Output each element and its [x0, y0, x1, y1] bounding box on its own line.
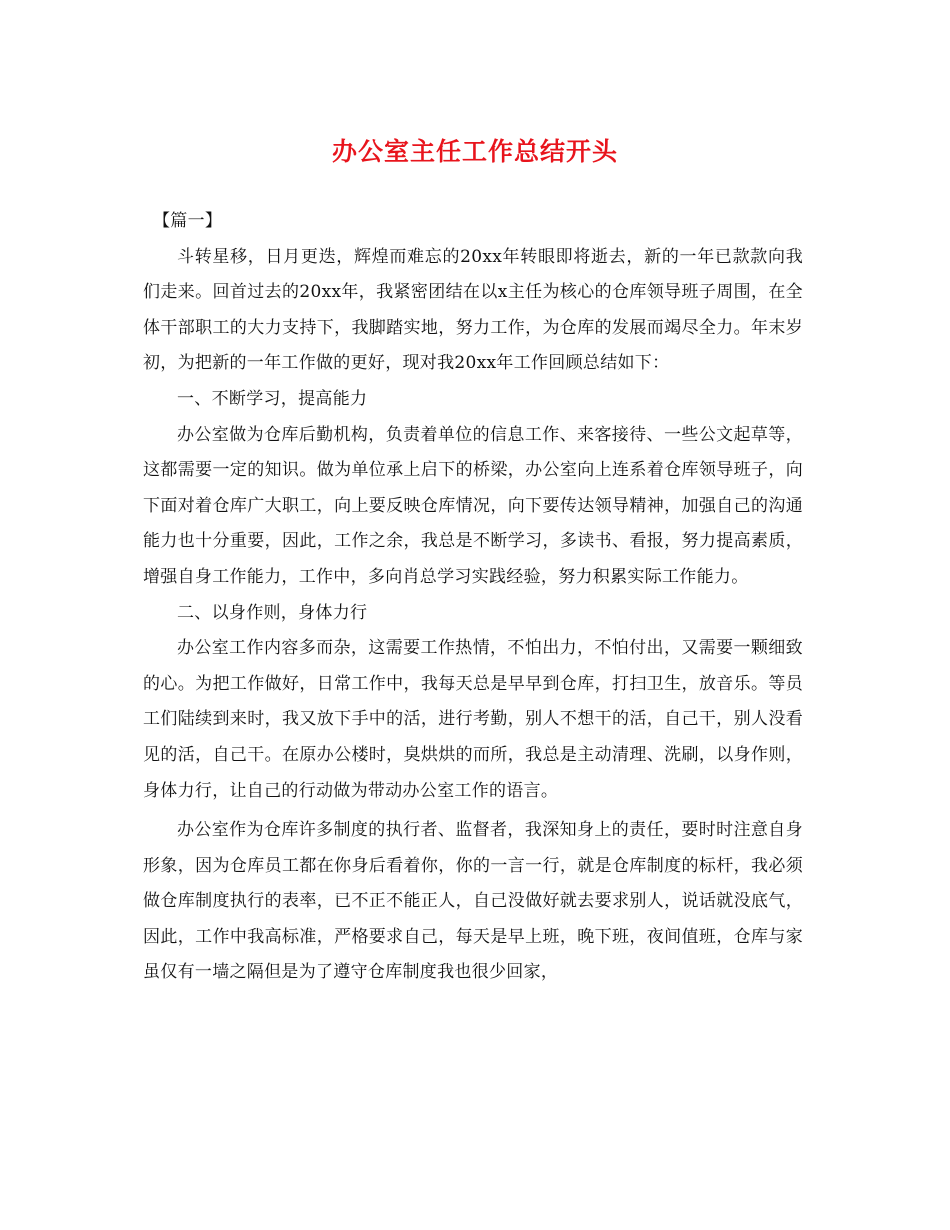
- paragraph-daily-work: 办公室工作内容多而杂，这需要工作热情，不怕出力，不怕付出，又需要一颗细致的心。为把工作做好，日常工作中，我每天总是早早到仓库，打扫卫生，放音乐。等员工们陆续到来时，我又放下手中的活，进行考勤，别人不想干的活，自己干，别人没看见的活，自己干。在原办公楼时，臭烘烘的而所，我总是主动清理、洗刷，以身作则，身体力行，让自己的行动做为带动办公室工作的语言。: [143, 638, 803, 801]
- paragraph-intro: 斗转星移，日月更迭，辉煌而难忘的20xx年转眼即将逝去，新的一年已款款向我们走来。回首过去的20xx年，我紧密团结在以x主任为核心的仓库领导班子周围，在全体干部职工的大力支持下，我脚踏实地，努力工作，为仓库的发展而竭尽全力。年末岁初，为把新的一年工作做的更好，现对我20xx年工作回顾总结如下：: [143, 246, 803, 374]
- document-title: 办公室主任工作总结开头: [331, 137, 618, 166]
- section-label: 【篇一】: [153, 211, 223, 231]
- paragraph-learning: 办公室做为仓库后勤机构，负责着单位的信息工作、来客接待、一些公文起草等，这都需要一定的知识。做为单位承上启下的桥梁，办公室向上连系着仓库领导班子，向下面对着仓库广大职工，向上要反映仓库情况，向下要传达领导精神，加强自己的沟通能力也十分重要，因此，工作之余，我总是不断学习，多读书、看报，努力提高素质，增强自身工作能力，工作中，多向肖总学习实践经验，努力积累实际工作能力。: [143, 424, 803, 587]
- document-body: [143, 204, 803, 991]
- paragraph-supervision: 办公室作为仓库许多制度的执行者、监督者，我深知身上的责任，要时时注意自身形象，因为仓库员工都在你身后看着你，你的一言一行，就是仓库制度的标杆，我必须做仓库制度执行的表率，已不正不能正人，自己没做好就去要求别人，说话就没底气，因此，工作中我高标准，严格要求自己，每天是早上班，晚下班，夜间值班，仓库与家虽仅有一墙之隔但是为了遵守仓库制度我也很少回家，: [143, 820, 803, 983]
- heading-learning: 一、不断学习，提高能力: [177, 388, 368, 409]
- heading-lead-by-example: 二、以身作则，身体力行: [177, 602, 368, 623]
